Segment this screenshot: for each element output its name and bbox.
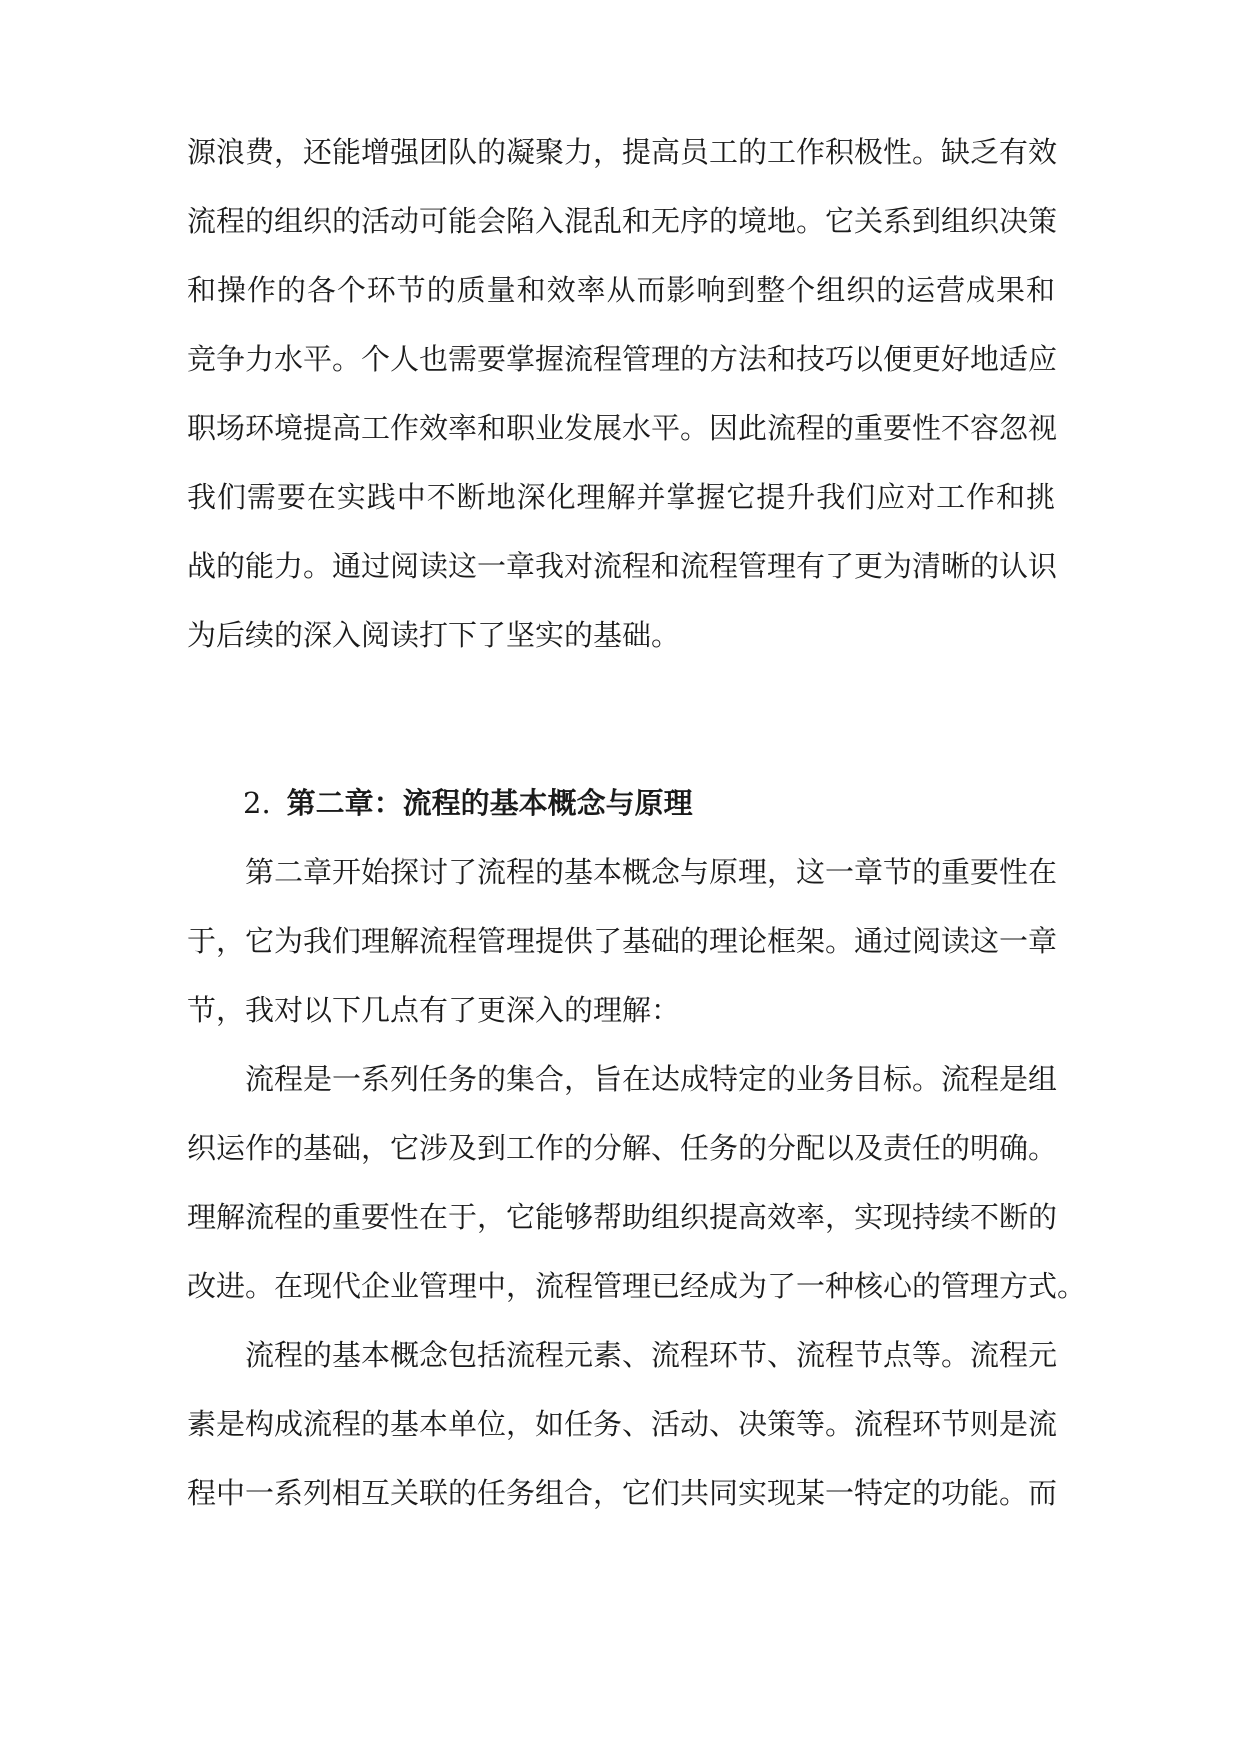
text-line: 于，它为我们理解流程管理提供了基础的理论框架。通过阅读这一章: [187, 924, 1058, 958]
section-number: 2.: [243, 786, 271, 820]
section-title: 第二章：流程的基本概念与原理: [286, 786, 693, 820]
text-line: 理解流程的重要性在于，它能够帮助组织提高效率，实现持续不断的: [187, 1200, 1058, 1234]
text-line: 职场环境提高工作效率和职业发展水平。因此流程的重要性不容忽视: [187, 411, 1058, 445]
text-line: 竞争力水平。个人也需要掌握流程管理的方法和技巧以便更好地适应: [187, 342, 1058, 376]
text-line: 素是构成流程的基本单位，如任务、活动、决策等。流程环节则是流: [187, 1407, 1058, 1441]
text-line: 我们需要在实践中不断地深化理解并掌握它提升我们应对工作和挑: [187, 480, 1055, 514]
text-line: 流程的组织的活动可能会陷入混乱和无序的境地。它关系到组织决策: [187, 204, 1058, 238]
text-line: 和操作的各个环节的质量和效率从而影响到整个组织的运营成果和: [187, 273, 1055, 307]
text-line: 战的能力。通过阅读这一章我对流程和流程管理有了更为清晰的认识: [187, 549, 1058, 583]
text-line: 节，我对以下几点有了更深入的理解：: [187, 993, 681, 1027]
text-line: 程中一系列相互关联的任务组合，它们共同实现某一特定的功能。而: [187, 1476, 1058, 1510]
text-line: 第二章开始探讨了流程的基本概念与原理，这一章节的重要性在: [245, 855, 1058, 889]
text-line: 源浪费，还能增强团队的凝聚力，提高员工的工作积极性。缺乏有效: [187, 135, 1058, 169]
text-line: 流程的基本概念包括流程元素、流程环节、流程节点等。流程元: [245, 1338, 1058, 1372]
section-heading: [243, 778, 693, 828]
text-line: 流程是一系列任务的集合，旨在达成特定的业务目标。流程是组: [245, 1062, 1058, 1096]
text-line: 改进。在现代企业管理中，流程管理已经成为了一种核心的管理方式。: [187, 1269, 1087, 1303]
text-line: 织运作的基础，它涉及到工作的分解、任务的分配以及责任的明确。: [187, 1131, 1058, 1165]
text-line: 为后续的深入阅读打下了坚实的基础。: [187, 618, 681, 652]
